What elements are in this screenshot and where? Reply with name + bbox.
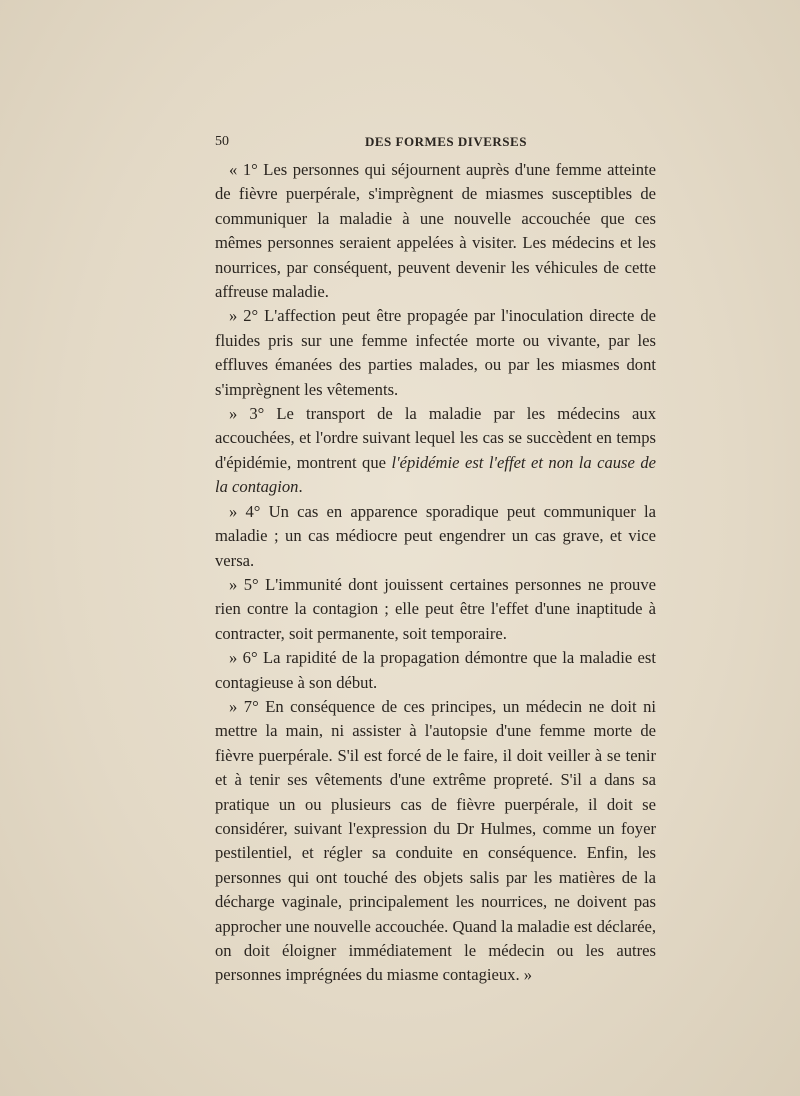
body-text — [215, 158, 656, 988]
running-title: DES FORMES DIVERSES — [365, 134, 527, 149]
paragraph-3-end: . — [298, 477, 303, 497]
paragraph-7: » 7° En conséquence de ces principes, un médecin ne doit ni mettre la main, ni assister à l'autopsie d'une femme morte de fièvre puerpérale. S'il est forcé de le faire, il doit veiller à se tenir et à tenir ses vêtements d'une extrême propreté. S'il a dans sa pratique un ou plusieurs cas de fièvre puerpérale, il doit se considérer, suivant l'expression du Dr Hulmes, comme un foyer pestilentiel, et régler sa conduite en conséquence. Enfin, les personnes qui ont touché des objets salis par les matières de la décharge vaginale, principalement les nourrices, ne doivent pas approcher une nouvelle accouchée. Quand la maladie est déclarée, on doit éloigner immédiatement le médecin ou les autres personnes imprégnées du miasme contagieux. » — [215, 696, 656, 985]
paragraph-5: » 5° L'immunité dont jouissent certaines personnes ne prouve rien contre la contagion ; elle peut être l'effet d'une inaptitude à contracter, soit permanente, soit temporaire. — [215, 574, 656, 643]
page-number: 50 — [215, 134, 229, 149]
paragraph-3 — [215, 402, 656, 500]
paragraph-6: » 6° La rapidité de la propagation démontre que la maladie est contagieuse à son début. — [215, 648, 656, 692]
paragraph-3-italic: l'épidémie est l'effet et non la cause de la contagion — [215, 452, 656, 497]
running-header — [215, 128, 656, 150]
paragraph-2: » 2° L'affection peut être propagée par l'inoculation directe de fluides pris sur une femme infectée morte ou vivante, par les effluves émanées des parties malades, ou par les miasmes dont s'imprègnent les vêtements. — [215, 306, 656, 399]
page-content — [215, 128, 656, 988]
paragraph-3-text: » 3° Le transport de la maladie par les médecins aux accouchées, et l'ordre suivant lequel les cas se succèdent en temps d'épidémie, montrent que — [215, 404, 656, 472]
paragraph-4: » 4° Un cas en apparence sporadique peut communiquer la maladie ; un cas médiocre peut engendrer un cas grave, et vice versa. — [215, 501, 656, 570]
paragraph-1: « 1° Les personnes qui séjournent auprès d'une femme atteinte de fièvre puerpérale, s'imprègnent de miasmes susceptibles de communiquer la maladie à une nouvelle accouchée que ces mêmes personnes seraient appelées à visiter. Les médecins et les nourrices, par conséquent, peuvent devenir les véhicules de cette affreuse maladie. — [215, 160, 656, 302]
